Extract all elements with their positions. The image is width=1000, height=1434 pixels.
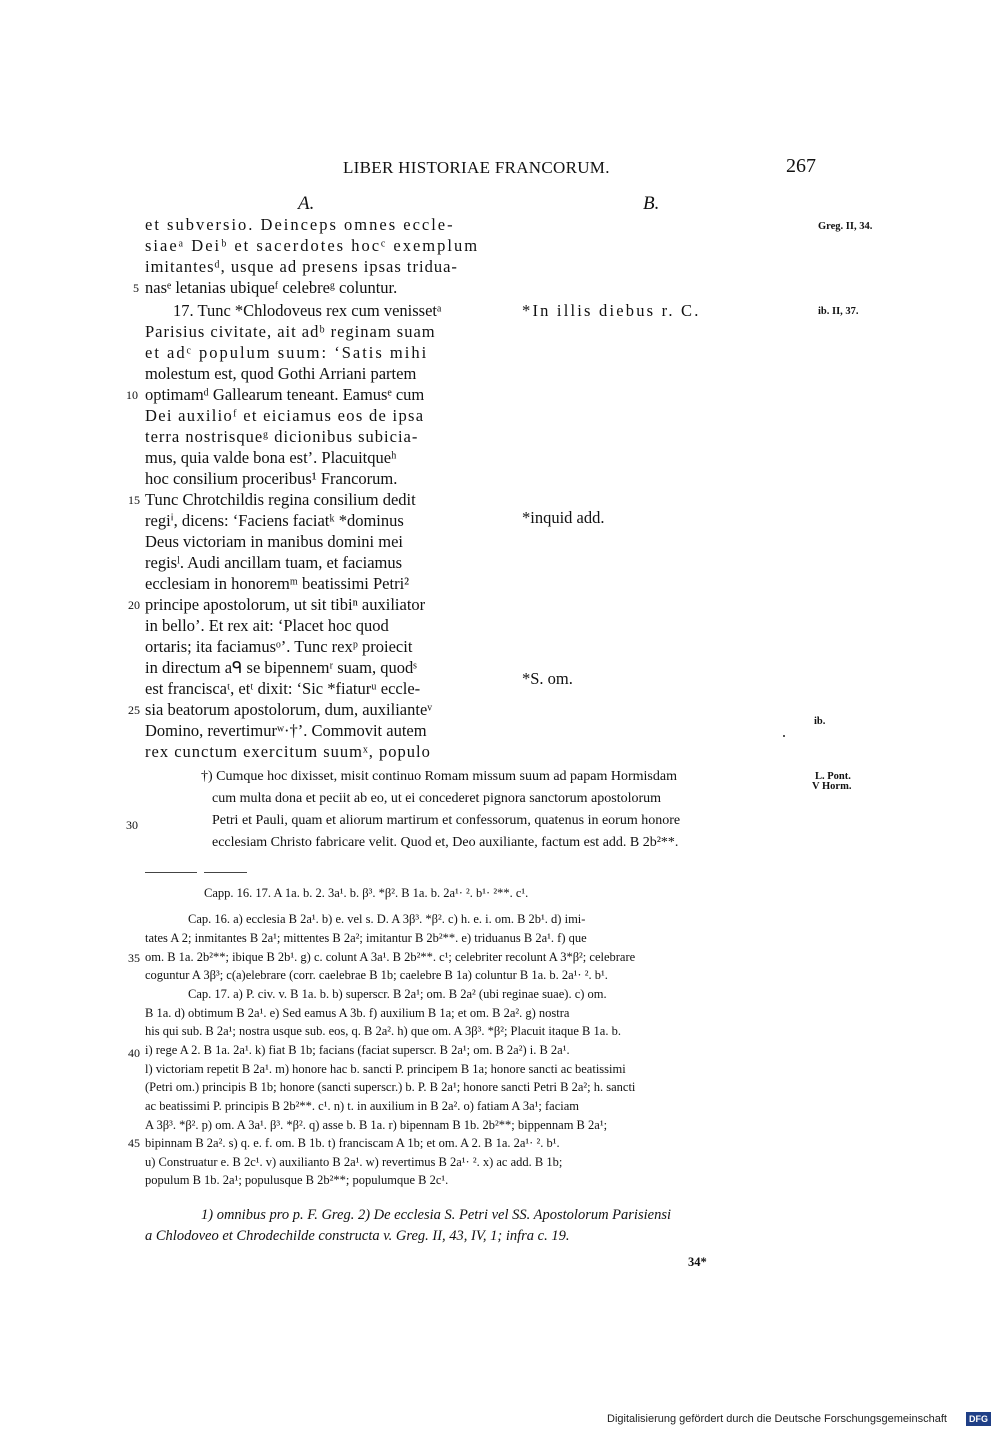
- text-line: Dei auxilioᶠ et eiciamus eos de ipsa: [145, 406, 425, 425]
- apparatus-line: ac beatissimi P. principis B 2b²**. c¹. n) t. in auxilium in B 2a². o) fatiam A 3a¹; faciam: [145, 1099, 580, 1113]
- dagger-note-line: †) Cumque hoc dixisset, misit continuo Romam missum suum ad papam Hormisdam: [201, 769, 677, 784]
- line-number: 40: [128, 1046, 140, 1060]
- margin-reference: ib.: [814, 716, 826, 727]
- text-line: terra nostrisqueᵍ dicionibus subicia-: [145, 427, 419, 446]
- text-line: ecclesiam in honoremᵐ beatissimi Petri²: [145, 574, 410, 593]
- divider-rule: [204, 872, 247, 873]
- text-line: in directum aᑫ se bipennemʳ suam, quodˢ: [145, 658, 417, 677]
- text-line: Deus victoriam in manibus domini mei: [145, 532, 404, 551]
- dagger-note-line: cum multa dona et peciit ab eo, ut ei concederet pignora sanctorum apostolorum: [212, 791, 662, 806]
- line-number: 5: [133, 281, 139, 295]
- text-line: mus, quia valde bona est’. Placuitqueʰ: [145, 448, 397, 467]
- text-line: est franciscaᵗ, etᵗ dixit: ‘Sic *fiaturᵘ eccle-: [145, 679, 421, 698]
- apparatus-line: Cap. 17. a) P. civ. v. B 1a. b. b) superscr. B 2a¹; om. B 2a² (ubi reginae suae). c) om.: [188, 987, 607, 1001]
- margin-reference: L. Pont.: [815, 771, 851, 782]
- dfg-logo: DFG: [966, 1412, 991, 1426]
- text-line: 17. Tunc *Chlodoveus rex cum venissetᵃ: [173, 301, 442, 320]
- text-line: regisˡ. Audi ancillam tuam, et faciamus: [145, 553, 403, 572]
- apparatus-line: A 3β³. *β². p) om. A 3a¹. β³. *β². q) asse b. B 1a. r) bipennam B 1b. 2b²**; bippennam B 2a¹;: [145, 1118, 608, 1132]
- signature-mark: 34*: [688, 1255, 707, 1269]
- page-number: 267: [786, 155, 816, 177]
- text-line: hoc consilium proceribus¹ Francorum.: [145, 469, 398, 488]
- line-number: 30: [126, 818, 138, 832]
- text-line: regiⁱ, dicens: ‘Faciens faciatᵏ *dominus: [145, 511, 404, 530]
- text-line: Tunc Chrotchildis regina consilium dedit: [145, 490, 416, 509]
- text-line: sia beatorum apostolorum, dum, auxilianteᵛ: [145, 700, 433, 719]
- speck-mark: [783, 735, 785, 737]
- numbered-note: a Chlodoveo et Chrodechilde constructa v. Greg. II, 43, IV, 1; infra c. 19.: [145, 1228, 570, 1244]
- apparatus-line: i) rege A 2. B 1a. 2a¹. k) fiat B 1b; facians (faciat superscr. B 2a¹; om. B 2a²) i. B 2a¹.: [145, 1043, 570, 1057]
- text-line: rex cunctum exercitum suumˣ, populo: [145, 742, 431, 761]
- text-line: Domino, revertimurʷ·†’. Commovit autem: [145, 721, 427, 740]
- margin-reference: V Horm.: [812, 781, 852, 792]
- line-number: 45: [128, 1136, 140, 1150]
- apparatus-line: populum B 1b. 2a¹; populusque B 2b²**; populumque B 2c¹.: [145, 1173, 449, 1187]
- apparatus-line: coguntur A 3β³; c(a)elebrare (corr. caelebrae B 1b; caelebre B 1a) coluntur B 1a. b. 2a¹· ². b¹.: [145, 968, 608, 982]
- apparatus-line: (Petri om.) principis B 1b; honore (sancti superscr.) b. P. B 2a¹; honore sancti Petri B 2a²; h. sancti: [145, 1080, 636, 1094]
- margin-reference: Greg. II, 34.: [818, 221, 873, 232]
- apparatus-line: om. B 1a. 2b²**; ibique B 2b¹. g) c. colunt A 3a¹. B 2b²**. c¹; celebriter recolunt A 3*β²; celebrare: [145, 950, 636, 964]
- footer-credit: Digitalisierung gefördert durch die Deutsche Forschungsgemeinschaft: [607, 1413, 947, 1425]
- numbered-note: 1) omnibus pro p. F. Greg. 2) De ecclesia S. Petri vel SS. Apostolorum Parisiensi: [201, 1207, 671, 1223]
- text-line: principe apostolorum, ut sit tibiⁿ auxiliator: [145, 595, 426, 614]
- running-title: LIBER HISTORIAE FRANCORUM.: [343, 158, 610, 177]
- apparatus-line: Capp. 16. 17. A 1a. b. 2. 3a¹. b. β³. *β². B 1a. b. 2a¹· ². b¹· ²**. c¹.: [204, 886, 529, 900]
- text-line: optimamᵈ Gallearum teneant. Eamusᵉ cum: [145, 385, 425, 404]
- line-number: 25: [128, 703, 140, 717]
- line-number: 35: [128, 951, 140, 965]
- apparatus-line: l) victoriam repetit B 2a¹. m) honore hac b. sancti P. principem B 1a; honore sancti ac beatissimi: [145, 1062, 626, 1076]
- dagger-note-line: ecclesiam Christo fabricare velit. Quod et, Deo auxiliante, factum est add. B 2b²**.: [212, 835, 679, 850]
- apparatus-line: u) Construatur e. B 2c¹. v) auxilianto B 2a¹. w) revertimus B 2a¹· ². x) ac add. B 1b;: [145, 1155, 563, 1169]
- apparatus-line: bipinnam B 2a². s) q. e. f. om. B 1b. t) franciscam A 1b; et om. A 2. B 1a. 2a¹· ². b¹.: [145, 1136, 560, 1150]
- apparatus-line: his qui sub. B 2a¹; nostra usque sub. eos, q. B 2a². h) que om. A 3β³. *β²; Placuit itaque B 1a. b.: [145, 1024, 621, 1038]
- text-line: Parisius civitate, ait adᵇ reginam suam: [145, 322, 436, 341]
- apparatus-line: B 1a. d) obtimum B 2a¹. e) Sed eamus A 3b. f) auxilium B 1a; et om. B 2a². g) nostra: [145, 1006, 570, 1020]
- column-b-note: *In illis diebus r. C.: [522, 301, 701, 320]
- column-b-note: *S. om.: [522, 669, 573, 688]
- text-line: et adᶜ populum suum: ‘Satis mihi: [145, 343, 429, 362]
- text-line: ortaris; ita faciamusᵒ’. Tunc rexᵖ proiecit: [145, 637, 413, 656]
- apparatus-line: tates A 2; inmitantes B 2a¹; mittentes B 2a²; imitantur B 2b²**. e) triduanus B 2a¹. f) que: [145, 931, 587, 945]
- margin-reference: ib. II, 37.: [818, 306, 859, 317]
- column-b-heading: B.: [643, 193, 660, 214]
- apparatus-line: Cap. 16. a) ecclesia B 2a¹. b) e. vel s. D. A 3β³. *β². c) h. e. i. om. B 2b¹. d) imi-: [188, 912, 586, 926]
- column-a-heading: A.: [298, 193, 315, 214]
- text-line: et subversio. Deinceps omnes eccle-: [145, 215, 455, 234]
- line-number: 20: [128, 598, 140, 612]
- text-line: nasᵉ letanias ubiqueᶠ celebreᵍ coluntur.: [145, 278, 398, 297]
- column-b-note: *inquid add.: [522, 508, 605, 527]
- text-line: in bello’. Et rex ait: ‘Placet hoc quod: [145, 616, 389, 635]
- text-line: molestum est, quod Gothi Arriani partem: [145, 364, 417, 383]
- text-line: imitantesᵈ, usque ad presens ipsas tridua-: [145, 257, 458, 276]
- line-number: 15: [128, 493, 140, 507]
- text-line: siaeᵃ Deiᵇ et sacerdotes hocᶜ exemplum: [145, 236, 480, 255]
- line-number: 10: [126, 388, 138, 402]
- dagger-note-line: Petri et Pauli, quam et aliorum martirum et confessorum, quatenus in eorum honore: [212, 813, 681, 828]
- divider-rule: [145, 872, 197, 873]
